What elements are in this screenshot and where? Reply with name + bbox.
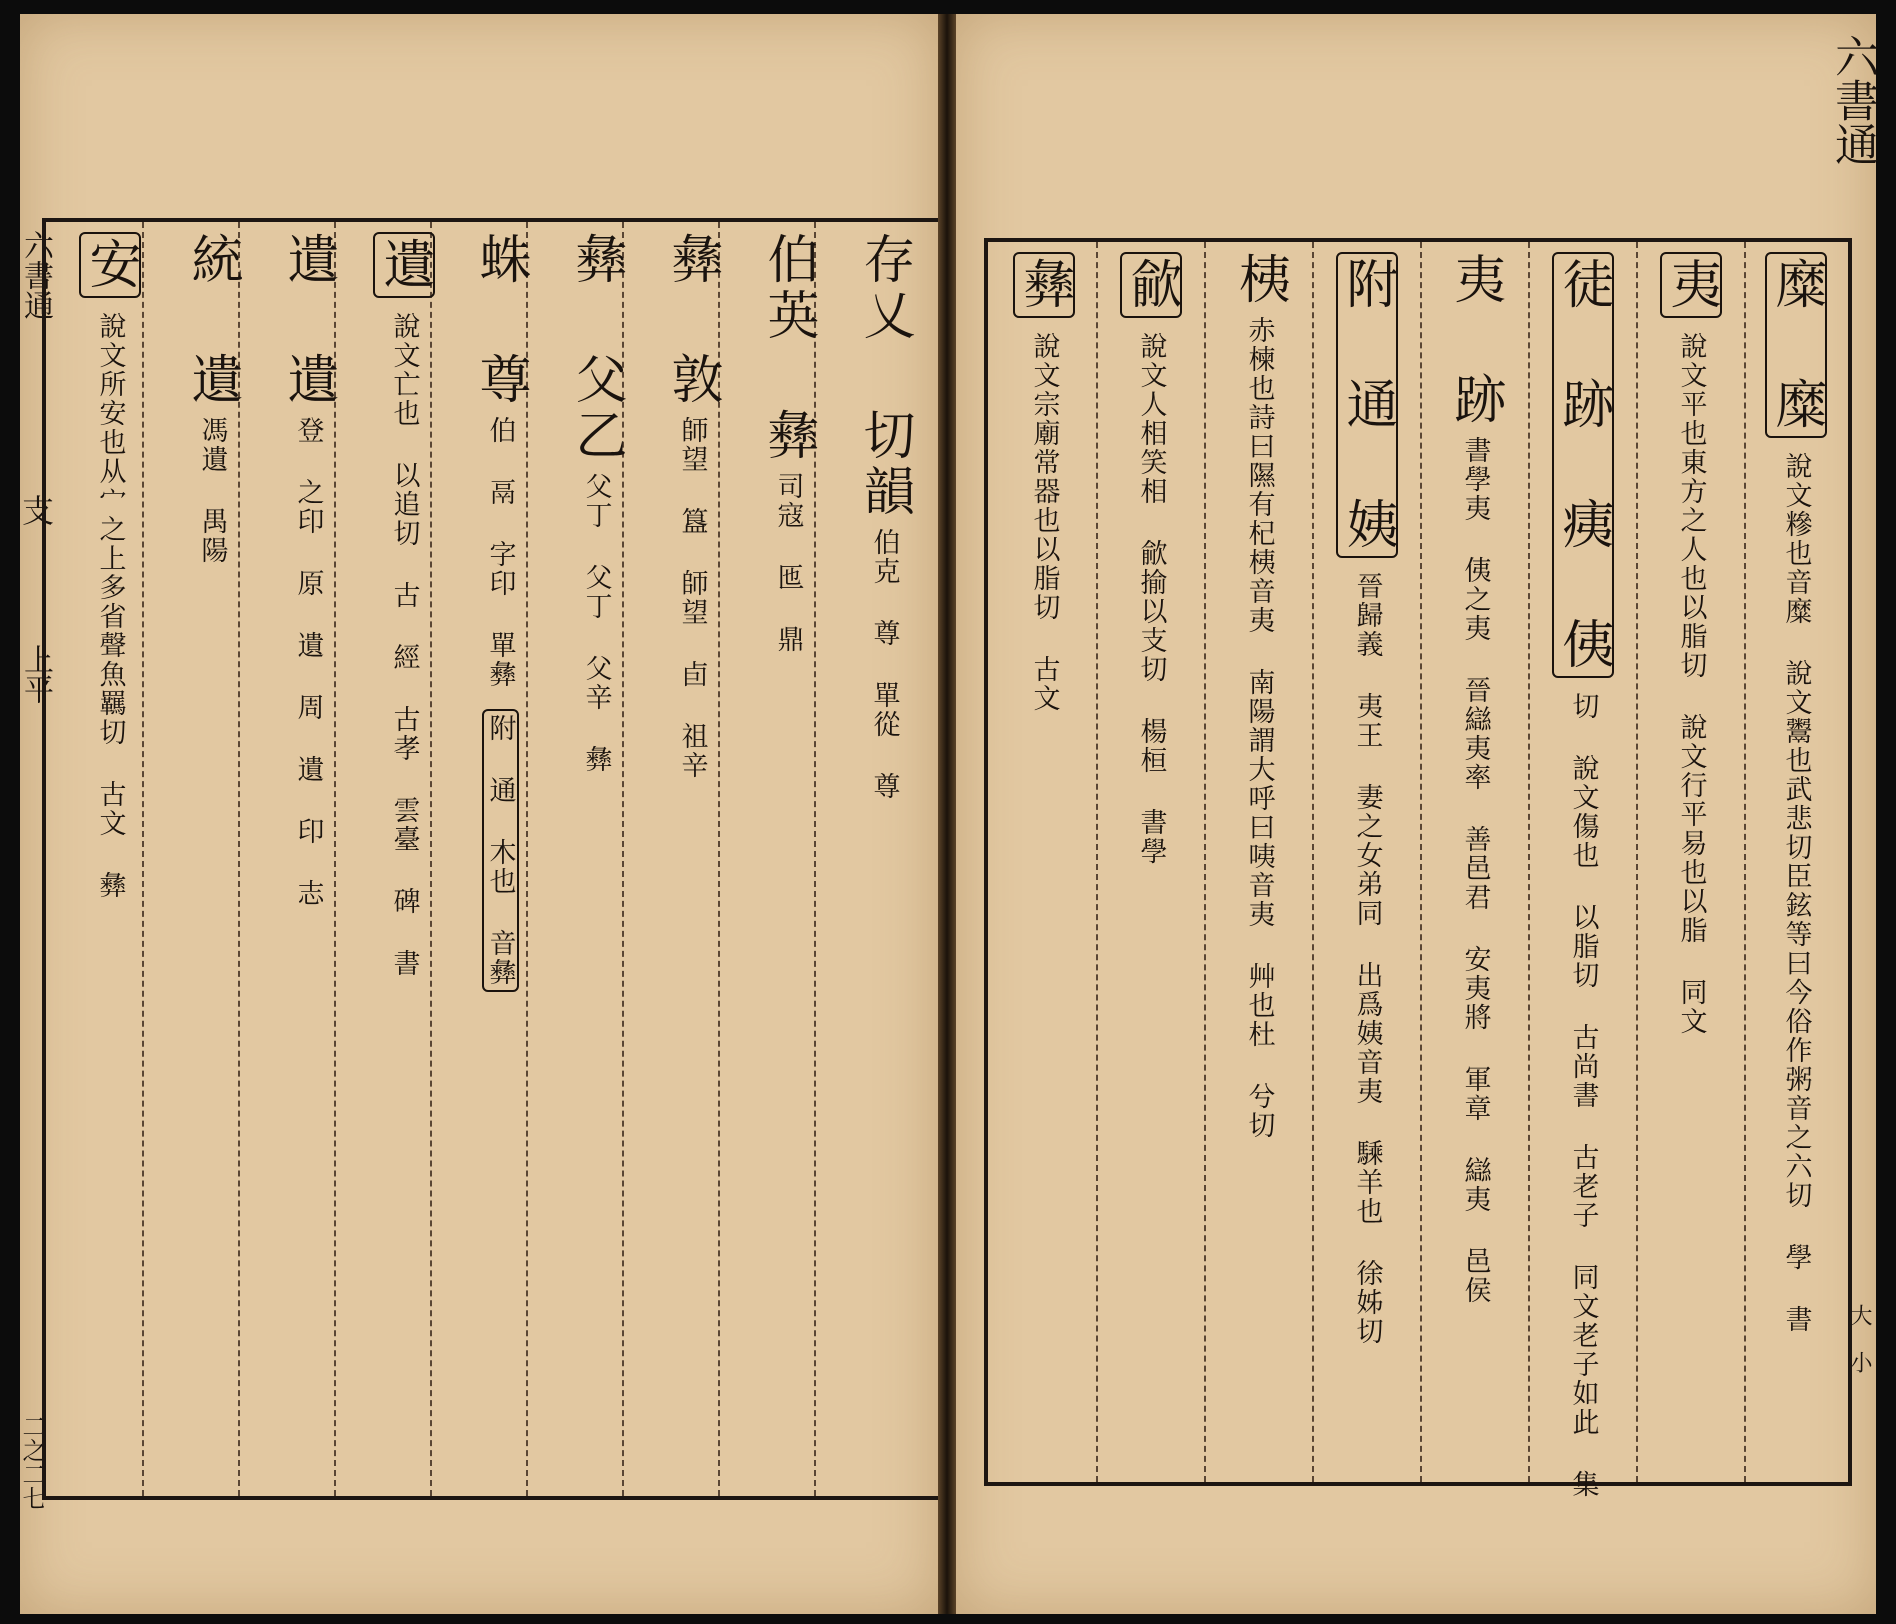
- entry-note: 書學夷 侇之夷 晉䜌夷率 善邑君 安夷將 軍章 䜌夷 邑侯: [1459, 436, 1491, 1305]
- left-page: [17, 14, 938, 1614]
- entry-column: [1638, 252, 1744, 1502]
- annex-note: 附 通 木也 音彝: [482, 709, 519, 992]
- entry-head: 彝: [1013, 252, 1075, 318]
- entry-column: [60, 232, 160, 1482]
- entry-note: 伯 鬲 字印 單彝: [484, 416, 516, 689]
- entry-column: [992, 252, 1096, 1502]
- entry-head: 夷 跡: [1445, 252, 1505, 428]
- entry-head: 統 遺: [182, 232, 242, 408]
- entry-column: [1206, 252, 1312, 1502]
- entry-note: 說文人相笑相 歈揄以支切 楊桓 書學: [1135, 332, 1167, 866]
- book-gutter: [938, 14, 956, 1614]
- left-edge-title: 六書通: [18, 230, 53, 320]
- entry-column: [1098, 252, 1204, 1502]
- entry-note: 說文糝也音糜 說文鬻也武悲切臣鉉等曰今俗作粥音之六切 學 書: [1780, 452, 1812, 1334]
- entry-column: [836, 232, 932, 1482]
- entry-note: 父丁 父丁 父辛 彝: [580, 472, 612, 774]
- entry-head: 徒 跡 痍 侇: [1552, 252, 1614, 678]
- entry-note: 說文亡也 以追切 古 經 古孝 雲臺 碑 書: [388, 312, 420, 978]
- entry-head: 歈: [1120, 252, 1182, 318]
- entry-column: [164, 232, 260, 1482]
- entry-column: [644, 232, 740, 1482]
- left-edge-section-mark: 支: [17, 494, 55, 526]
- entry-head: 附 通 姨: [1336, 252, 1398, 558]
- entry-column: [452, 232, 548, 1482]
- right-edge-title: 六書通: [1827, 34, 1878, 166]
- entry-head: 彝 敦: [662, 232, 722, 408]
- entry-note: 說文宗廟常器也以脂切 古文: [1028, 332, 1060, 713]
- entry-head: 蛛 尊: [470, 232, 530, 408]
- right-text-frame: [984, 238, 1852, 1499]
- left-edge-page-number: 二之二七: [18, 1414, 46, 1510]
- entry-column: [260, 232, 356, 1482]
- entry-column: [1422, 252, 1528, 1502]
- left-edge-volume: 上平: [18, 644, 53, 704]
- entry-head: 遺 遺: [278, 232, 338, 408]
- right-page: [956, 14, 1876, 1614]
- entry-head: 桋: [1229, 252, 1289, 308]
- entry-column: [1746, 252, 1846, 1502]
- entry-head: 遺: [373, 232, 435, 298]
- entry-head: 伯英 彝: [758, 232, 818, 464]
- entry-note: 伯克 尊 單從 尊: [868, 528, 900, 801]
- entry-column: [356, 232, 452, 1482]
- entry-note: 赤楝也詩曰隰有杞桋音夷 南陽謂大呼曰咦音夷 艸也杜 兮切: [1243, 316, 1275, 1140]
- entry-note: 登 之印 原 遺 周 遺 印 志: [292, 416, 324, 908]
- entry-head: 安: [79, 232, 141, 298]
- entry-note: 馮遺 禺陽: [196, 416, 228, 565]
- entry-note: 說文平也東方之人也以脂切 說文行平易也以脂 同文: [1675, 332, 1707, 1036]
- right-edge-size-marks: 大 小: [1847, 1304, 1872, 1373]
- entry-head: 存乂 切韻: [854, 232, 914, 520]
- entry-note: 晉歸義 夷王 妻之女弟同 出爲姨音夷 騬羊也 徐姊切: [1351, 572, 1383, 1346]
- entry-note: 司寇 匜 鼎: [772, 472, 804, 654]
- entry-column: [1314, 252, 1420, 1502]
- entry-head: 糜 糜: [1765, 252, 1827, 438]
- entry-column: [1530, 252, 1636, 1502]
- entry-head: 彝 父乙: [566, 232, 626, 464]
- entry-head: 夷: [1660, 252, 1722, 318]
- entry-column: [740, 232, 836, 1482]
- entry-note: 師望 簋 師望 卣 祖辛: [676, 416, 708, 780]
- entry-note: 說文所安也从宀之上多省聲魚羈切 古文 彝: [94, 312, 126, 900]
- entry-column: [548, 232, 644, 1482]
- entry-note: 切 說文傷也 以脂切 古尚書 古老子 同文老子如此 集: [1567, 692, 1599, 1499]
- left-text-frame: [42, 218, 942, 1500]
